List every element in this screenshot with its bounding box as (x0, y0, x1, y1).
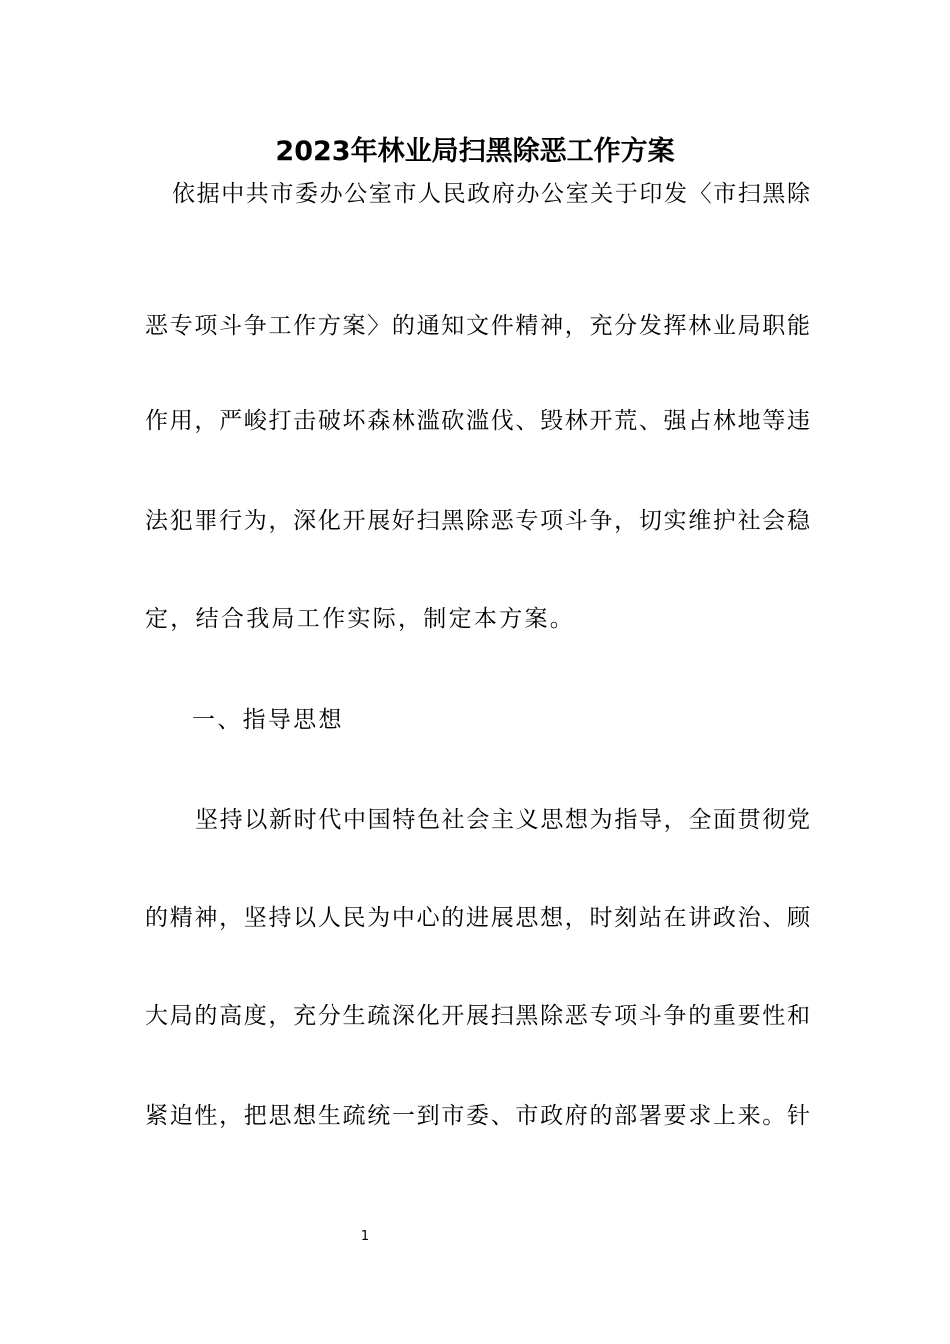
paragraph-line: 紧迫性，把思想生疏统一到市委、市政府的部署要求上来。针 (145, 1103, 810, 1129)
paragraph-line: 恶专项斗争工作方案〉的通知文件精神，充分发挥林业局职能 (145, 313, 810, 339)
document-title: 2023年林业局扫黑除恶工作方案 (275, 136, 675, 167)
paragraph-line: 作用，严峻打击破坏森林滥砍滥伐、毁林开荒、强占林地等违 (145, 408, 810, 434)
page-number: 1 (360, 1229, 370, 1244)
paragraph-line: 的精神，坚持以人民为中心的进展思想，时刻站在讲政治、顾 (145, 905, 810, 931)
paragraph-line: 法犯罪行为，深化开展好扫黑除恶专项斗争，切实维护社会稳 (145, 508, 810, 534)
paragraph-line: 大局的高度，充分生疏深化开展扫黑除恶专项斗争的重要性和 (145, 1003, 810, 1029)
section-heading: 一、指导思想 (192, 707, 344, 733)
paragraph-line: 定，结合我局工作实际，制定本方案。 (145, 606, 576, 632)
paragraph-line: 坚持以新时代中国特色社会主义思想为指导，全面贯彻党 (195, 807, 810, 833)
paragraph-line: 依据中共市委办公室市人民政府办公室关于印发〈市扫黑除 (172, 181, 810, 207)
